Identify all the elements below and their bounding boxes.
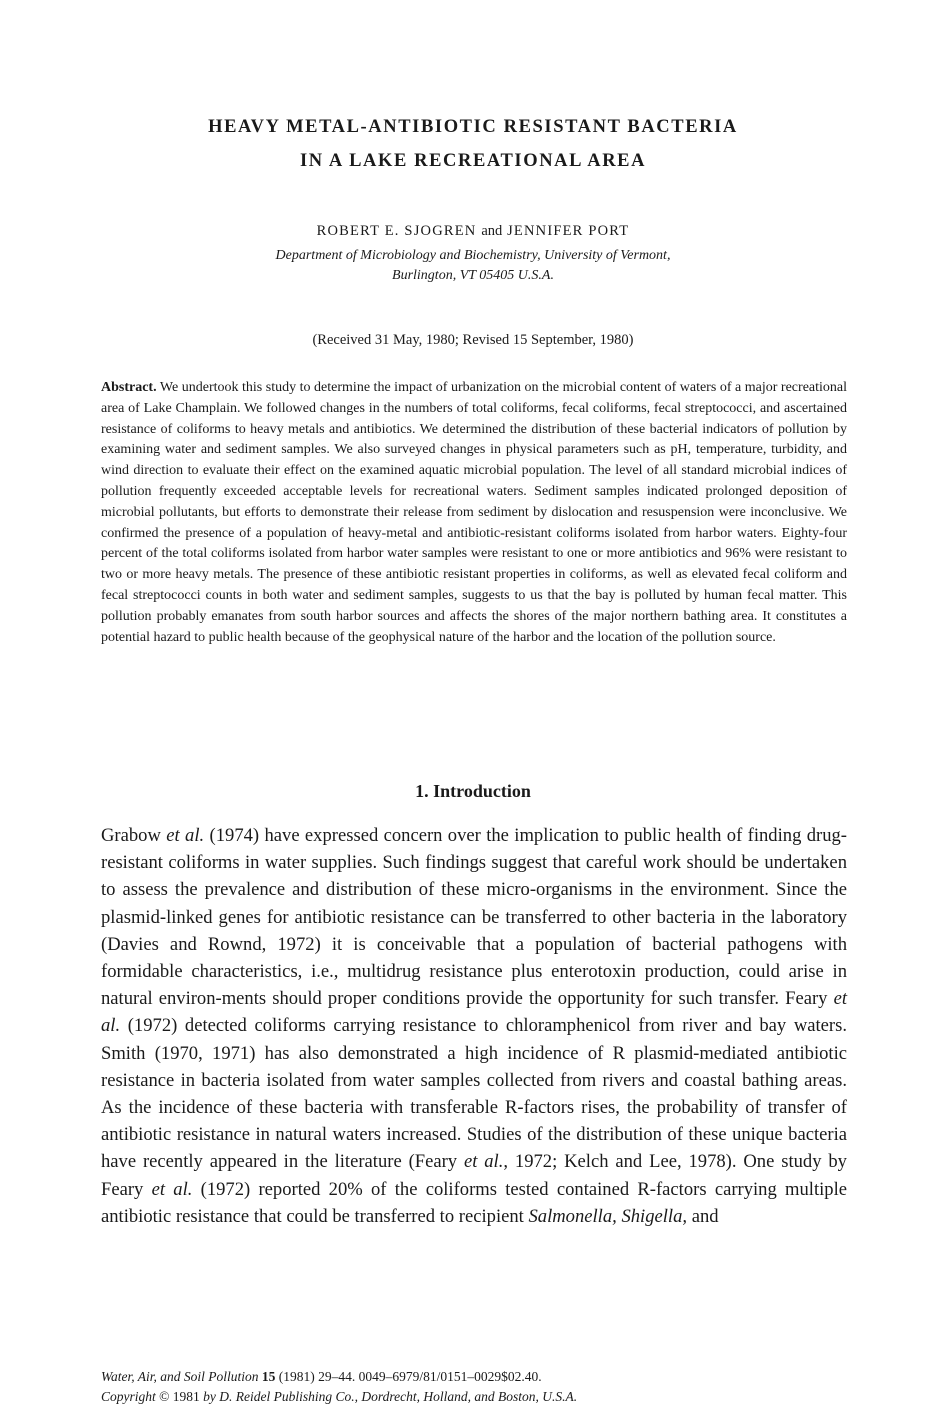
paper-title-line-1: HEAVY METAL-ANTIBIOTIC RESISTANT BACTERIA bbox=[208, 117, 738, 137]
journal-volume: 15 bbox=[261, 1369, 276, 1384]
intro-shigella: Shigella, bbox=[621, 1205, 688, 1227]
paper-title-line-2: IN A LAKE RECREATIONAL AREA bbox=[299, 151, 647, 171]
copyright-line bbox=[101, 1387, 847, 1407]
abstract-text: We undertook this study to determine the impact of urbanization on the microbial content of waters of a major recreational area of Lake Champlain. We followed changes in the numbers of total coliforms, fecal coliforms, fecal streptococci, and ascertained resistance of coliforms to heavy metals and antibiotics. We determined the distribution of these bacterial indicators of pollution by examining water and sediment samples. We also surveyed changes in physical parameters such as pH, temperature, turbidity, and wind direction to evaluate their effect on the examined aquatic microbial population. The level of all standard microbial indices of pollution frequently exceeded acceptable levels for recreational waters. Sediment samples indicated prolonged deposition of microbial pollutants, but efforts to demonstrate their release from sediment by dislocation and resuspension were inconclusive. We confirmed the presence of a population of heavy-metal and antibiotic-resistant coliforms isolated from harbor waters. Eighty-four percent of the total coliforms isolated from harbor water samples were resistant to one or more antibiotics and 96% were resistant to two or more heavy metals. The presence of these antibiotic resistant properties in coliforms, as well as elevated fecal coliform and fecal streptococci counts in both water and sediment samples, suggests to us that the bay is polluted by human fecal matter. This pollution probably emanates from south harbor sources and affects the shores of the major northern bathing area. It constitutes a potential hazard to public health because of the geophysical nature of the harbor and the location of the pollution source. bbox=[101, 380, 847, 645]
section-heading: 1. Introduction bbox=[415, 781, 531, 801]
citation-pages: (1981) 29–44. 0049–6979/81/0151–0029$02.40. bbox=[275, 1369, 542, 1384]
abstract bbox=[101, 378, 847, 648]
intro-salmonella: Salmonella, bbox=[528, 1205, 617, 1227]
intro-text-5: (1972) reported 20% of the coliforms tested contained R-factors carrying multiple antibiotic resistance that could be transferred to recipient bbox=[101, 1178, 848, 1227]
intro-text-7: and bbox=[687, 1205, 719, 1227]
affiliation-line-2: Burlington, VT 05405 U.S.A. bbox=[392, 268, 554, 283]
citation-line bbox=[101, 1367, 847, 1387]
intro-text-3: (1972) detected coliforms carrying resistance to chloramphenicol from river and bay waters. Smith (1970, 1971) has also demonstrated a high incidence of R plasmid-mediated antibiotic resistance in bacteria isolated from water samples collected from rivers and coastal bathing areas. As the incidence of these bacteria with transferable R-factors rises, the probability of transfer of antibiotic resistance in natural waters increased. Studies of the distribution of these unique bacteria have recently appeared in the literature (Feary bbox=[101, 1015, 847, 1173]
author-list bbox=[0, 223, 946, 240]
author-second: JENNIFER PORT bbox=[507, 223, 630, 239]
copyright-label: Copyright bbox=[101, 1388, 156, 1404]
publisher: by D. Reidel Publishing Co., Dordrecht, Holland, and Boston, U.S.A. bbox=[203, 1388, 578, 1404]
intro-etal-2: et al. bbox=[101, 988, 847, 1037]
page-footer bbox=[101, 1367, 847, 1406]
intro-etal-4: et al. bbox=[151, 1178, 193, 1200]
abstract-label: Abstract. bbox=[101, 380, 157, 395]
affiliation-line-1: Department of Microbiology and Biochemistry, University of Vermont, bbox=[275, 248, 671, 263]
received-dates: (Received 31 May, 1980; Revised 15 September, 1980) bbox=[312, 332, 634, 348]
author-first: ROBERT E. SJOGREN bbox=[316, 223, 477, 239]
intro-etal-3: et al. bbox=[463, 1151, 504, 1173]
intro-text-1: Grabow bbox=[101, 825, 167, 846]
intro-etal-1: et al. bbox=[166, 825, 205, 846]
intro-text-4: , 1972; Kelch and Lee, 1978). One study by Feary bbox=[101, 1151, 847, 1200]
journal-name: Water, Air, and Soil Pollution bbox=[101, 1369, 259, 1384]
author-connector: and bbox=[481, 223, 503, 239]
intro-paragraph bbox=[101, 822, 847, 1230]
copyright-year: © 1981 bbox=[155, 1388, 204, 1404]
intro-text-2: (1974) have expressed concern over the implication to public health of finding drug-resistant coliforms in water supplies. Such findings suggest that careful work should be undertaken to assess the prevalence and distribution of these micro-organisms in the environment. Since the plasmid-linked genes for antibiotic resistance can be transferred to other bacteria in the laboratory (Davies and Rownd, 1972) it is conceivable that a population of bacterial pathogens with formidable characteristics, i.e., multidrug resistance plus enterotoxin production, could arise in natural environ-ments should proper conditions provide the opportunity for such transfer. Feary bbox=[101, 825, 848, 1010]
